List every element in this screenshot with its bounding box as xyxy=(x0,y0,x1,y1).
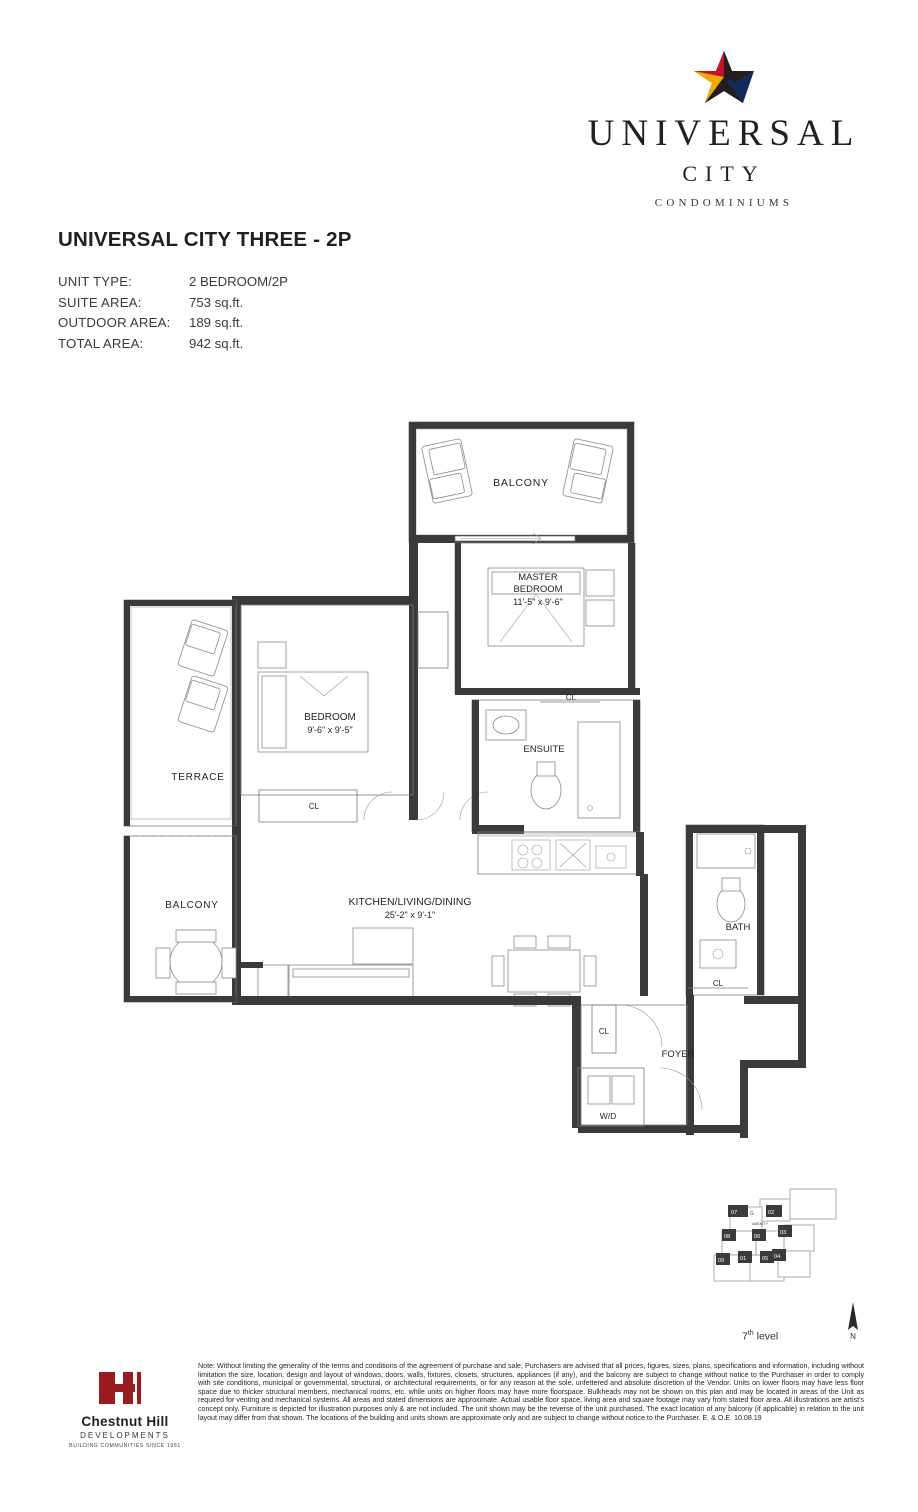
spec-label: OUTDOOR AREA: xyxy=(58,315,171,330)
star-icon xyxy=(584,48,864,106)
spec-row xyxy=(58,272,288,293)
svg-text:G: G xyxy=(750,1211,754,1217)
room-label-kld: KITCHEN/LIVING/DINING xyxy=(348,896,472,908)
room-label-foyer: FOYER xyxy=(661,1049,695,1060)
closet-label-bath: CL xyxy=(712,979,724,988)
room-dims-kld: 25'-2" x 9'-1" xyxy=(384,910,436,920)
room-label-bedroom: BEDROOM xyxy=(304,712,356,723)
svg-text:07: 07 xyxy=(731,1210,738,1216)
room-label-bath: BATH xyxy=(725,922,751,933)
room-label-ensuite: ENSUITE xyxy=(523,744,565,755)
room-label-balcony-top: BALCONY xyxy=(493,477,549,489)
room-label-master-line1: MASTER xyxy=(518,572,558,583)
spec-row xyxy=(58,293,288,314)
spec-value: 753 sq.ft. xyxy=(189,294,244,310)
disclaimer-text: Note: Without limiting the generality of the terms and conditions of the agreement of purchase and sale, Purchasers are advised that all prices, figures, sizes, plans, specifications and information, including without limitation the size, location, design and layout of windows, doors, walls, fixtures, closets, structures, appliances (if any), and the balcony are subject to change without notice to the Purchaser in order to comply with site conditions, municipal or governmental, structural, or architectural requirements, or for any reason at the sole, unfettered and absolute discretion of the Vendor. Units on lower floors may have less floor space due to thicker structural members, mechanical rooms, etc. while units on higher floors may have more floorspace. Bulkheads may not be shown on this plan and may be located in areas of the Unit as required for venting and mechanical systems. All areas and stated dimensions are approximate. Actual usable floor space, living area and square footage may vary from stated floor area. All illustrations are artist's concept only. Furniture is depicted for illustration purposes only & are not included. The unit shown may be the reverse of the unit purchased. The exact location of any balcony (if applicable) in relation to the unit layout may differ from that shown. The locations of the building and units shown are approximate only and are subject to change without notice to the Purchaser. E. & O.E. 10.08.19 xyxy=(198,1362,864,1422)
developer-tagline: BUILDING COMMUNITIES SINCE 1981 xyxy=(69,1443,181,1449)
room-dims-master: 11'-5" x 9'-6" xyxy=(513,597,563,607)
developer-logo xyxy=(60,1368,190,1449)
page-title: UNIVERSAL CITY THREE - 2P xyxy=(58,228,352,251)
room-label-terrace: TERRACE xyxy=(171,772,225,783)
closet-label-foyer: CL xyxy=(598,1027,610,1036)
brand-condominiums: CONDOMINIUMS xyxy=(654,197,794,209)
svg-text:09: 09 xyxy=(718,1258,725,1264)
room-label-master-line2: BEDROOM xyxy=(513,584,563,595)
spec-row xyxy=(58,334,288,355)
appliance-label-washer-dryer: W/D xyxy=(599,1111,617,1121)
spec-value: 189 sq.ft. xyxy=(189,315,244,330)
svg-text:02: 02 xyxy=(768,1210,775,1216)
svg-text:08: 08 xyxy=(724,1234,731,1240)
closet-label-master: CL xyxy=(565,693,577,702)
spec-label: TOTAL AREA: xyxy=(58,335,144,351)
svg-text:03: 03 xyxy=(780,1230,787,1236)
brand-name: UNIVERSAL xyxy=(587,113,861,154)
svg-text:04: 04 xyxy=(774,1254,781,1260)
spec-value: 942 sq.ft. xyxy=(189,335,244,351)
north-label: N xyxy=(850,1332,856,1340)
spec-row xyxy=(58,313,288,334)
svg-text:01: 01 xyxy=(740,1256,747,1262)
svg-text:06: 06 xyxy=(754,1234,761,1240)
unit-specs xyxy=(58,272,288,354)
spec-label: SUITE AREA: xyxy=(58,294,142,310)
svg-text:05: 05 xyxy=(762,1256,769,1262)
closet-label-bedroom: CL xyxy=(308,802,320,811)
keyplan-level-label: 7th level xyxy=(742,1330,779,1343)
room-dims-bedroom: 9'-6" x 9'-5" xyxy=(307,725,353,735)
spec-label: UNIT TYPE: xyxy=(58,274,133,289)
brand-logo xyxy=(584,48,864,209)
north-arrow-icon xyxy=(840,1300,866,1345)
floorplan-drawing xyxy=(0,400,918,1180)
developer-subtitle: DEVELOPMENTS xyxy=(80,1431,170,1440)
developer-name: Chestnut Hill xyxy=(81,1414,169,1429)
brand-city: CITY xyxy=(682,161,766,186)
ch-monogram-icon xyxy=(93,1368,157,1408)
keyplan-amenity-label: AMENITY xyxy=(752,1222,768,1226)
room-label-balcony-left: BALCONY xyxy=(165,900,219,911)
spec-value: 2 BEDROOM/2P xyxy=(189,274,288,289)
